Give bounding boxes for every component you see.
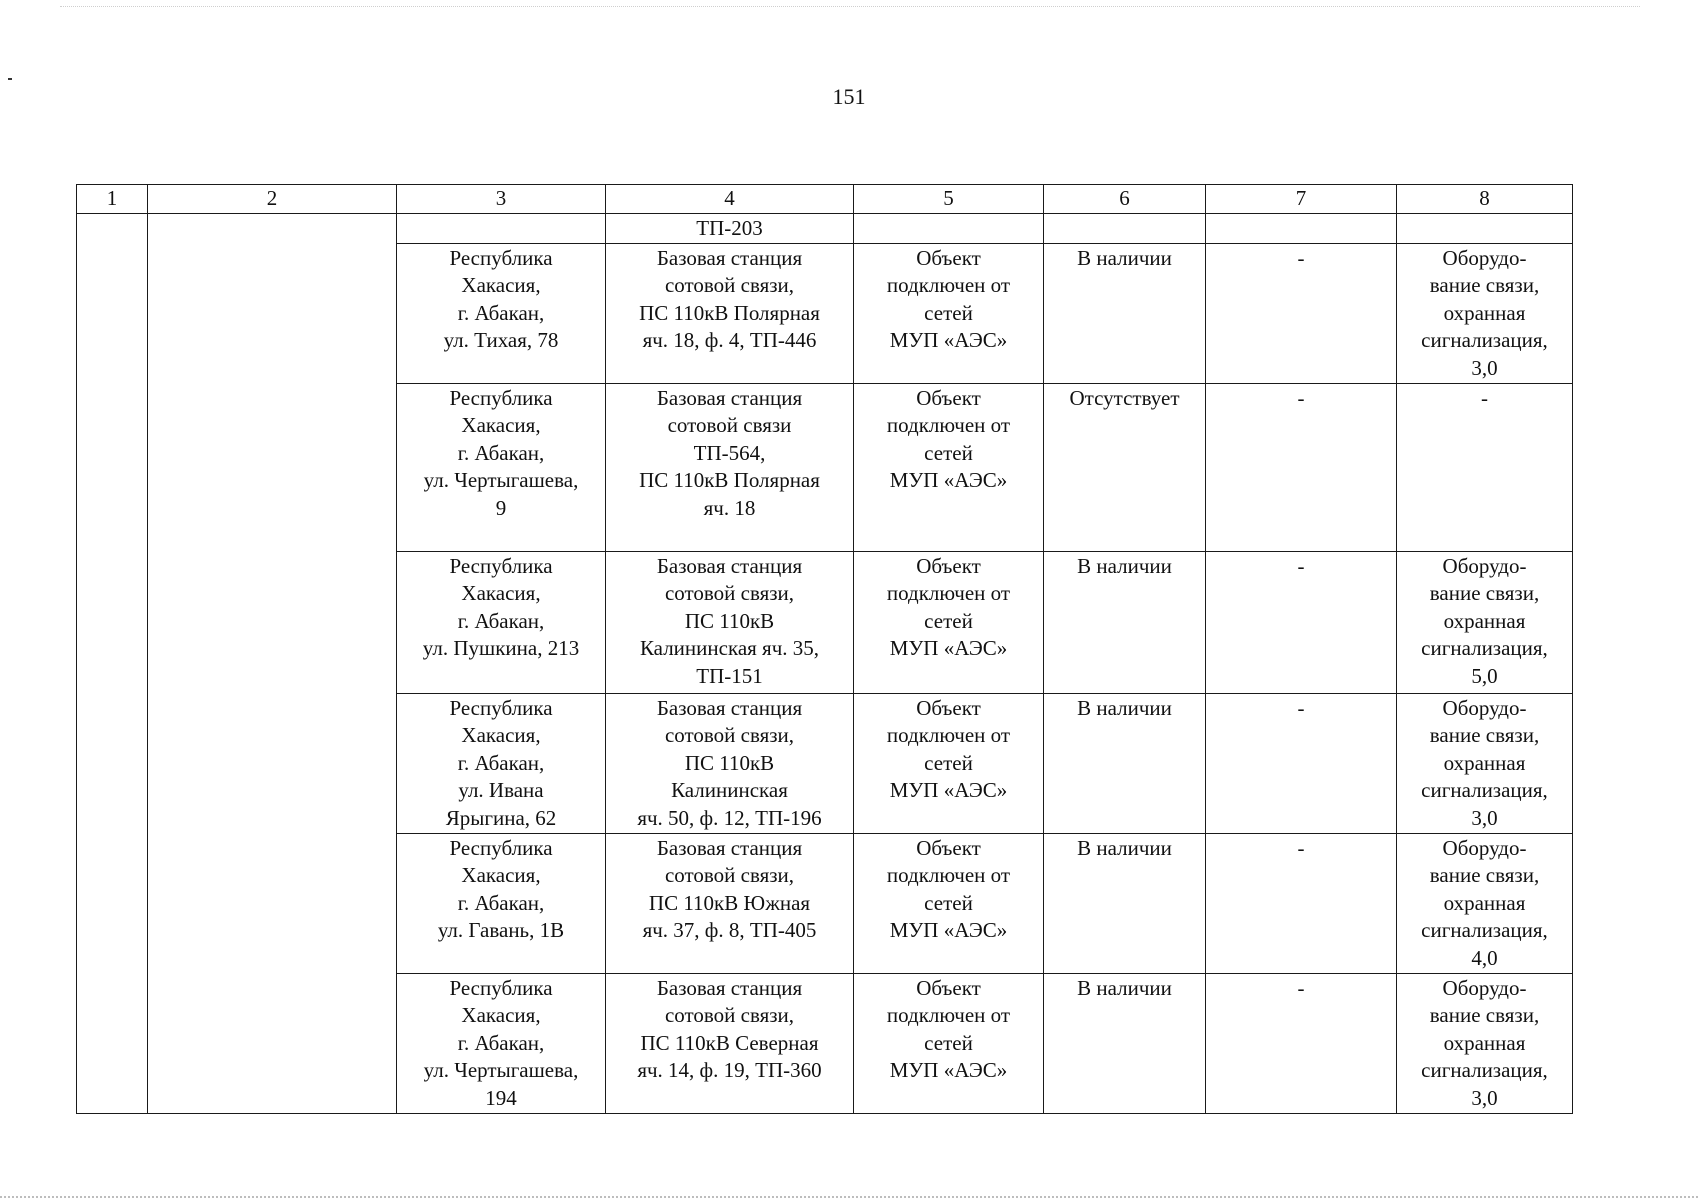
cell-line: Объект bbox=[916, 385, 981, 410]
cell-line: ПС 110кВ Полярная bbox=[639, 468, 820, 492]
cell-col1-merged bbox=[77, 213, 148, 1113]
page-number: 151 bbox=[832, 84, 866, 109]
cell-line: МУП «АЭС» bbox=[889, 636, 1008, 660]
cell-address bbox=[397, 833, 606, 973]
cell-availability: В наличии bbox=[1044, 243, 1206, 383]
cell-line: подключен от bbox=[886, 1003, 1011, 1027]
cell-line: сотовой связи bbox=[667, 413, 792, 437]
cell-line: Республика bbox=[449, 553, 553, 578]
cell-address bbox=[397, 693, 606, 833]
cell-col7-value: - bbox=[1206, 833, 1397, 973]
cell-line: вание связи, bbox=[1429, 581, 1540, 605]
cell-line: Оборудо- bbox=[1442, 835, 1527, 860]
cell-equipment bbox=[1397, 833, 1573, 973]
cell-line: Республика bbox=[449, 385, 553, 410]
cell-line: подключен от bbox=[886, 413, 1011, 437]
cell-object bbox=[606, 551, 854, 693]
cell-col8 bbox=[1397, 213, 1573, 243]
cell-line: сетей bbox=[924, 440, 973, 465]
cell-line: ПС 110кВ Северная bbox=[640, 1030, 819, 1055]
cell-line: Республика bbox=[449, 245, 553, 270]
cell-object bbox=[606, 833, 854, 973]
cell-availability: Отсутствует bbox=[1044, 383, 1206, 551]
cell-address bbox=[397, 551, 606, 693]
cell-connection bbox=[854, 693, 1044, 833]
cell-line: г. Абакан, bbox=[457, 890, 545, 915]
cell-line: охранная bbox=[1443, 300, 1526, 325]
continued-row bbox=[77, 213, 1573, 243]
cell-connection bbox=[854, 973, 1044, 1113]
cell-line: сигнализация, bbox=[1421, 778, 1548, 802]
column-header: 2 bbox=[148, 185, 397, 214]
cell-address bbox=[397, 973, 606, 1113]
cell-line: подключен от bbox=[886, 863, 1011, 887]
cell-line: сетей bbox=[924, 750, 973, 775]
scan-artifact-bottom bbox=[0, 1196, 1698, 1198]
cell-line: вание связи, bbox=[1429, 723, 1540, 747]
scan-artifact-dot bbox=[8, 78, 12, 80]
cell-line: 3,0 bbox=[1471, 1085, 1498, 1110]
cell-object bbox=[606, 383, 854, 551]
cell-line: яч. 37, ф. 8, ТП-405 bbox=[642, 918, 817, 942]
cell-availability: В наличии bbox=[1044, 693, 1206, 833]
cell-line: Хакасия, bbox=[461, 581, 541, 605]
cell-line: Объект bbox=[916, 245, 981, 270]
cell-object bbox=[606, 973, 854, 1113]
cell-connection bbox=[854, 833, 1044, 973]
cell-line: охранная bbox=[1443, 608, 1526, 633]
column-header: 4 bbox=[606, 185, 854, 214]
cell-address bbox=[397, 383, 606, 551]
cell-line: сигнализация, bbox=[1421, 328, 1548, 352]
cell-line: ул. Чертыгашева, bbox=[423, 1058, 579, 1082]
cell-line: ПС 110кВ bbox=[684, 750, 775, 775]
cell-line: г. Абакан, bbox=[457, 608, 545, 633]
cell-col3 bbox=[397, 213, 606, 243]
cell-line: сигнализация, bbox=[1421, 1058, 1548, 1082]
cell-line: 9 bbox=[495, 495, 507, 520]
cell-line: вание связи, bbox=[1429, 273, 1540, 297]
cell-line: Объект bbox=[916, 835, 981, 860]
cell-line: Республика bbox=[449, 835, 553, 860]
cell-equipment bbox=[1397, 693, 1573, 833]
cell-line: Объект bbox=[916, 553, 981, 578]
cell-line: охранная bbox=[1443, 890, 1526, 915]
cell-col7-value: - bbox=[1206, 973, 1397, 1113]
cell-line: сетей bbox=[924, 300, 973, 325]
cell-line: Хакасия, bbox=[461, 273, 541, 297]
cell-line: подключен от bbox=[886, 273, 1011, 297]
cell-line: Оборудо- bbox=[1442, 975, 1527, 1000]
cell-col4-continued: ТП-203 bbox=[606, 213, 854, 243]
cell-line: яч. 18 bbox=[703, 495, 756, 520]
cell-line: Базовая станция bbox=[656, 385, 803, 410]
cell-line: яч. 14, ф. 19, ТП-360 bbox=[637, 1058, 822, 1082]
cell-line: Хакасия, bbox=[461, 1003, 541, 1027]
cell-line: 194 bbox=[485, 1085, 517, 1110]
cell-connection bbox=[854, 383, 1044, 551]
cell-line: 5,0 bbox=[1471, 663, 1498, 688]
cell-connection bbox=[854, 551, 1044, 693]
cell-line: г. Абакан, bbox=[457, 1030, 545, 1055]
cell-availability: В наличии bbox=[1044, 551, 1206, 693]
cell-line: 3,0 bbox=[1471, 355, 1498, 380]
document-table bbox=[76, 184, 1573, 1114]
cell-object bbox=[606, 243, 854, 383]
cell-line: Базовая станция bbox=[656, 245, 803, 270]
cell-line: Калининская bbox=[671, 778, 788, 802]
cell-line: ПС 110кВ Южная bbox=[648, 890, 811, 915]
column-header: 3 bbox=[397, 185, 606, 214]
cell-line: Хакасия, bbox=[461, 413, 541, 437]
column-header: 1 bbox=[77, 185, 148, 214]
cell-equipment bbox=[1397, 973, 1573, 1113]
cell-line: г. Абакан, bbox=[457, 300, 545, 325]
cell-col7-value: - bbox=[1206, 693, 1397, 833]
cell-line: Хакасия, bbox=[461, 863, 541, 887]
cell-line: МУП «АЭС» bbox=[889, 1058, 1008, 1082]
header-row bbox=[77, 185, 1573, 214]
cell-line: ПС 110кВ bbox=[684, 608, 775, 633]
cell-line: Оборудо- bbox=[1442, 695, 1527, 720]
cell-line: сигнализация, bbox=[1421, 636, 1548, 660]
cell-line: г. Абакан, bbox=[457, 750, 545, 775]
cell-connection bbox=[854, 243, 1044, 383]
cell-line: яч. 18, ф. 4, ТП-446 bbox=[642, 328, 817, 352]
scan-artifact-top bbox=[60, 6, 1640, 7]
cell-line: сигнализация, bbox=[1421, 918, 1548, 942]
cell-col7-value: - bbox=[1206, 383, 1397, 551]
cell-line: ул. Ивана bbox=[458, 778, 544, 802]
cell-line: сетей bbox=[924, 1030, 973, 1055]
cell-line: охранная bbox=[1443, 750, 1526, 775]
cell-line: МУП «АЭС» bbox=[889, 328, 1008, 352]
cell-line: ул. Чертыгашева, bbox=[423, 468, 579, 492]
column-header: 5 bbox=[854, 185, 1044, 214]
cell-line: сотовой связи, bbox=[664, 723, 795, 747]
cell-equipment bbox=[1397, 383, 1573, 551]
cell-line: Республика bbox=[449, 975, 553, 1000]
cell-object bbox=[606, 693, 854, 833]
cell-availability: В наличии bbox=[1044, 973, 1206, 1113]
cell-col5 bbox=[854, 213, 1044, 243]
cell-line: сотовой связи, bbox=[664, 581, 795, 605]
cell-line: охранная bbox=[1443, 1030, 1526, 1055]
cell-line: МУП «АЭС» bbox=[889, 468, 1008, 492]
cell-line: Базовая станция bbox=[656, 975, 803, 1000]
cell-line: 3,0 bbox=[1471, 805, 1498, 830]
cell-line: 4,0 bbox=[1471, 945, 1498, 970]
cell-line: сотовой связи, bbox=[664, 1003, 795, 1027]
cell-line: Объект bbox=[916, 975, 981, 1000]
cell-line: Хакасия, bbox=[461, 723, 541, 747]
cell-line: МУП «АЭС» bbox=[889, 918, 1008, 942]
cell-line: Оборудо- bbox=[1442, 245, 1527, 270]
cell-line: Объект bbox=[916, 695, 981, 720]
cell-line: Базовая станция bbox=[656, 553, 803, 578]
cell-address bbox=[397, 243, 606, 383]
cell-col7 bbox=[1206, 213, 1397, 243]
cell-line: Оборудо- bbox=[1442, 553, 1527, 578]
cell-line: - bbox=[1481, 385, 1488, 410]
cell-line: сетей bbox=[924, 608, 973, 633]
cell-line: г. Абакан, bbox=[457, 440, 545, 465]
cell-line: Республика bbox=[449, 695, 553, 720]
cell-line: ул. Гавань, 1В bbox=[437, 918, 565, 942]
cell-line: ТП-564, bbox=[693, 440, 766, 465]
cell-line: ТП-151 bbox=[696, 663, 763, 688]
cell-line: ул. Пушкина, 213 bbox=[422, 636, 580, 660]
cell-line: Ярыгина, 62 bbox=[445, 805, 557, 830]
cell-line: яч. 50, ф. 12, ТП-196 bbox=[637, 805, 822, 830]
column-header: 6 bbox=[1044, 185, 1206, 214]
column-header: 8 bbox=[1397, 185, 1573, 214]
cell-line: МУП «АЭС» bbox=[889, 778, 1008, 802]
cell-line: вание связи, bbox=[1429, 1003, 1540, 1027]
column-header: 7 bbox=[1206, 185, 1397, 214]
cell-line: сотовой связи, bbox=[664, 863, 795, 887]
cell-line: подключен от bbox=[886, 581, 1011, 605]
cell-line: вание связи, bbox=[1429, 863, 1540, 887]
cell-col6 bbox=[1044, 213, 1206, 243]
cell-line: сетей bbox=[924, 890, 973, 915]
cell-col7-value: - bbox=[1206, 243, 1397, 383]
cell-line: Базовая станция bbox=[656, 695, 803, 720]
cell-line: Калининская яч. 35, bbox=[639, 636, 820, 660]
cell-col7-value: - bbox=[1206, 551, 1397, 693]
cell-col2-merged bbox=[148, 213, 397, 1113]
cell-equipment bbox=[1397, 243, 1573, 383]
cell-line: сотовой связи, bbox=[664, 273, 795, 297]
cell-line: ул. Тихая, 78 bbox=[443, 328, 559, 352]
cell-line: подключен от bbox=[886, 723, 1011, 747]
cell-availability: В наличии bbox=[1044, 833, 1206, 973]
cell-equipment bbox=[1397, 551, 1573, 693]
cell-line: Базовая станция bbox=[656, 835, 803, 860]
cell-line: ПС 110кВ Полярная bbox=[639, 300, 820, 325]
